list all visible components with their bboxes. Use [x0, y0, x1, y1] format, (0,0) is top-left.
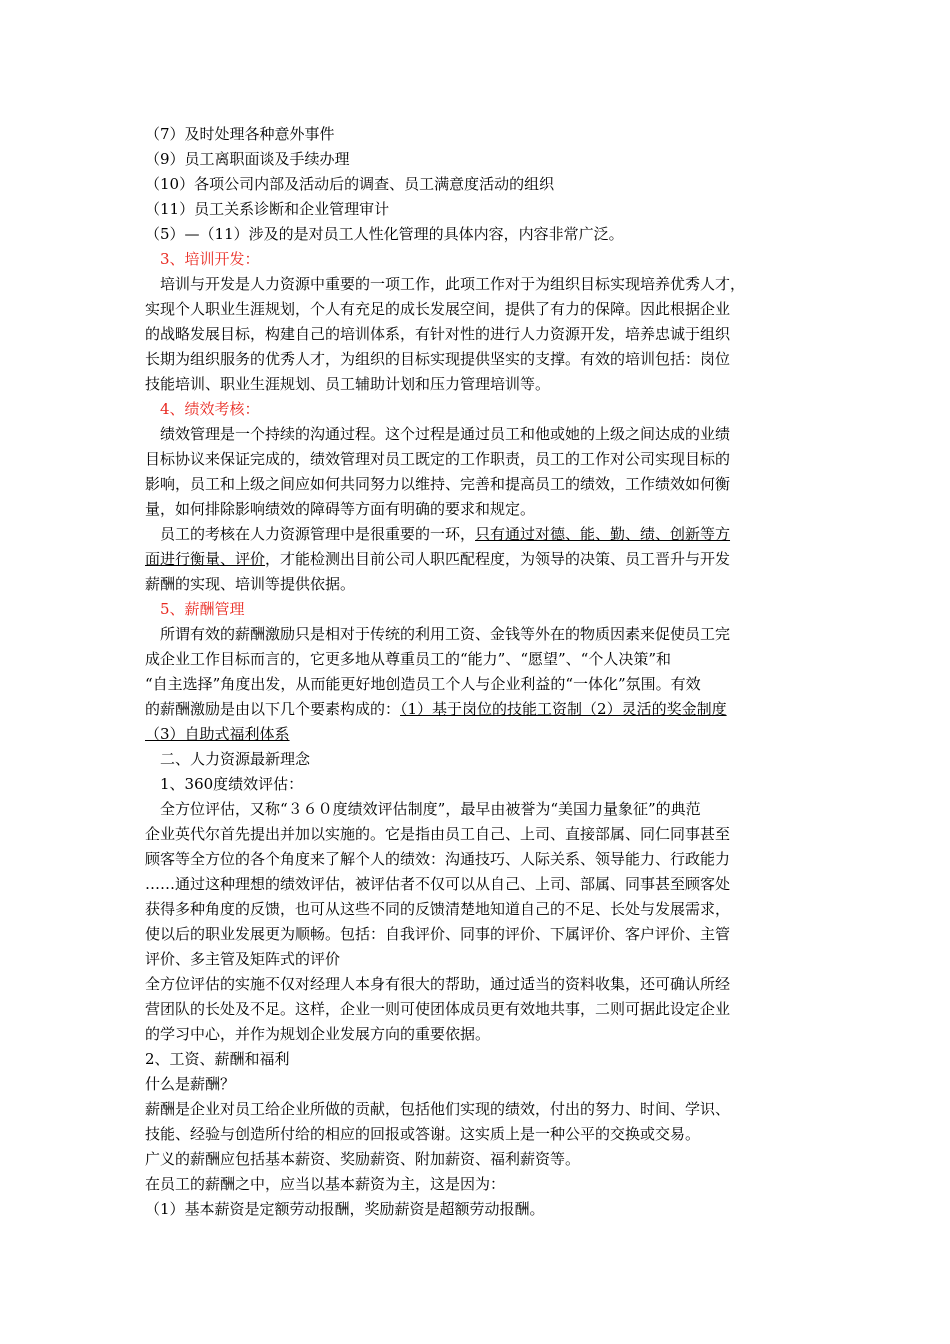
text-line: 在员工的薪酬之中，应当以基本薪资为主，这是因为： [145, 1175, 506, 1193]
text-line: （7）及时处理各种意外事件 [145, 125, 335, 143]
text-line: 营团队的长处及不足。这样，企业一则可使团体成员更有效地共事，二则可据此设定企业 [145, 1000, 731, 1018]
text-line: 全方位评估的实施不仅对经理人本身有很大的帮助，通过适当的资料收集，还可确认所经 [145, 975, 731, 993]
text-line: 顾客等全方位的各个角度来了解个人的绩效：沟通技巧、人际关系、领导能力、行政能力 [145, 850, 731, 868]
text-line [145, 697, 815, 722]
text-line: （10）各项公司内部及活动后的调查、员工满意度活动的组织 [145, 175, 555, 193]
text-line: “自主选择”角度出发，从而能更好地创造员工个人与企业利益的“一体化”氛围。有效 [145, 675, 701, 693]
text-line: 企业英代尔首先提出并加以实施的。它是指由员工自己、上司、直接部属、同仁同事甚至 [145, 825, 731, 843]
section-heading-compensation: 5、薪酬管理 [160, 600, 245, 618]
text-line [145, 547, 815, 572]
underlined-text: 只有通过对德、能、勤、绩、创新等方 [475, 525, 731, 543]
text-line: （9）员工离职面谈及手续办理 [145, 150, 350, 168]
text-line: 使以后的职业发展更为顺畅。包括：自我评价、同事的评价、下属评价、客户评价、主管 [145, 925, 731, 943]
paragraph-first-line: 绩效管理是一个持续的沟通过程。这个过程是通过员工和他或她的上级之间达成的业绩 [160, 425, 731, 443]
text-line: 技能培训、职业生涯规划、员工辅助计划和压力管理培训等。 [145, 375, 551, 393]
text-line: （5）—（11）涉及的是对员工人性化管理的具体内容，内容非常广泛。 [145, 225, 624, 243]
text-line: 薪酬是企业对员工给企业所做的贡献，包括他们实现的绩效，付出的努力、时间、学识、 [145, 1100, 731, 1118]
text-line: 薪酬的实现、培训等提供依据。 [145, 575, 356, 593]
underlined-text: （1）基于岗位的技能工资制（2）灵活的奖金制度 [400, 700, 727, 718]
text-segment: 的薪酬激励是由以下几个要素构成的： [145, 700, 401, 718]
paragraph-first-line: 培训与开发是人力资源中重要的一项工作，此项工作对于为组织目标实现培养优秀人才， [160, 275, 746, 293]
subsection-heading-salary: 2、工资、薪酬和福利 [145, 1050, 290, 1068]
text-line: 的战略发展目标，构建自己的培训体系，有针对性的进行人力资源开发，培养忠诚于组织 [145, 325, 731, 343]
text-segment: 员工的考核在人力资源管理中是很重要的一环， [160, 525, 476, 543]
text-line [145, 722, 815, 747]
text-line: 评价、多主管及矩阵式的评价 [145, 950, 341, 968]
section-heading-new-concepts: 二、人力资源最新理念 [160, 750, 311, 768]
subsection-heading-360: 1、360度绩效评估： [160, 775, 304, 793]
text-segment: ，才能检测出目前公司人职匹配程度，为领导的决策、员工晋升与开发 [265, 550, 731, 568]
section-heading-training: 3、培训开发： [160, 250, 260, 268]
text-line: 实现个人职业生涯规划，个人有充足的成长发展空间，提供了有力的保障。因此根据企业 [145, 300, 731, 318]
text-line: （1）基本薪资是定额劳动报酬，奖励薪资是超额劳动报酬。 [145, 1200, 545, 1218]
text-line: 获得多种角度的反馈，也可从这些不同的反馈清楚地知道自己的不足、长处与发展需求， [145, 900, 731, 918]
text-line: 量，如何排除影响绩效的障碍等方面有明确的要求和规定。 [145, 500, 536, 518]
paragraph-first-line: 全方位评估，又称“３６０度绩效评估制度”，最早由被誉为“美国力量象征”的典范 [160, 800, 701, 818]
text-line: 影响，员工和上级之间应如何共同努力以维持、完善和提高员工的绩效，工作绩效如何衡 [145, 475, 731, 493]
text-line: 成企业工作目标而言的，它更多地从尊重员工的“能力”、“愿望”、“个人决策”和 [145, 650, 672, 668]
text-line: 目标协议来保证完成的，绩效管理对员工既定的工作职责，员工的工作对公司实现目标的 [145, 450, 731, 468]
paragraph-first-line: 所谓有效的薪酬激励只是相对于传统的利用工资、金钱等外在的物质因素来促使员工完 [160, 625, 731, 643]
text-line: （11）员工关系诊断和企业管理审计 [145, 200, 390, 218]
section-heading-performance: 4、绩效考核： [160, 400, 260, 418]
text-line: 技能、经验与创造所付给的相应的回报或答谢。这实质上是一种公平的交换或交易。 [145, 1125, 701, 1143]
question-line: 什么是薪酬？ [145, 1075, 236, 1093]
text-line: ……通过这种理想的绩效评估，被评估者不仅可以从自己、上司、部属、同事甚至顾客处 [145, 875, 731, 893]
text-line: 的学习中心，并作为规划企业发展方向的重要依据。 [145, 1025, 491, 1043]
paragraph-first-line [145, 522, 815, 547]
underlined-text: 面进行衡量、评价 [145, 550, 266, 568]
text-line: 广义的薪酬应包括基本薪资、奖励薪资、附加薪资、福利薪资等。 [145, 1150, 581, 1168]
underlined-text: （3）自助式福利体系 [145, 725, 290, 743]
document-page [145, 122, 815, 1222]
text-line: 长期为组织服务的优秀人才，为组织的目标实现提供坚实的支撑。有效的培训包括：岗位 [145, 350, 731, 368]
